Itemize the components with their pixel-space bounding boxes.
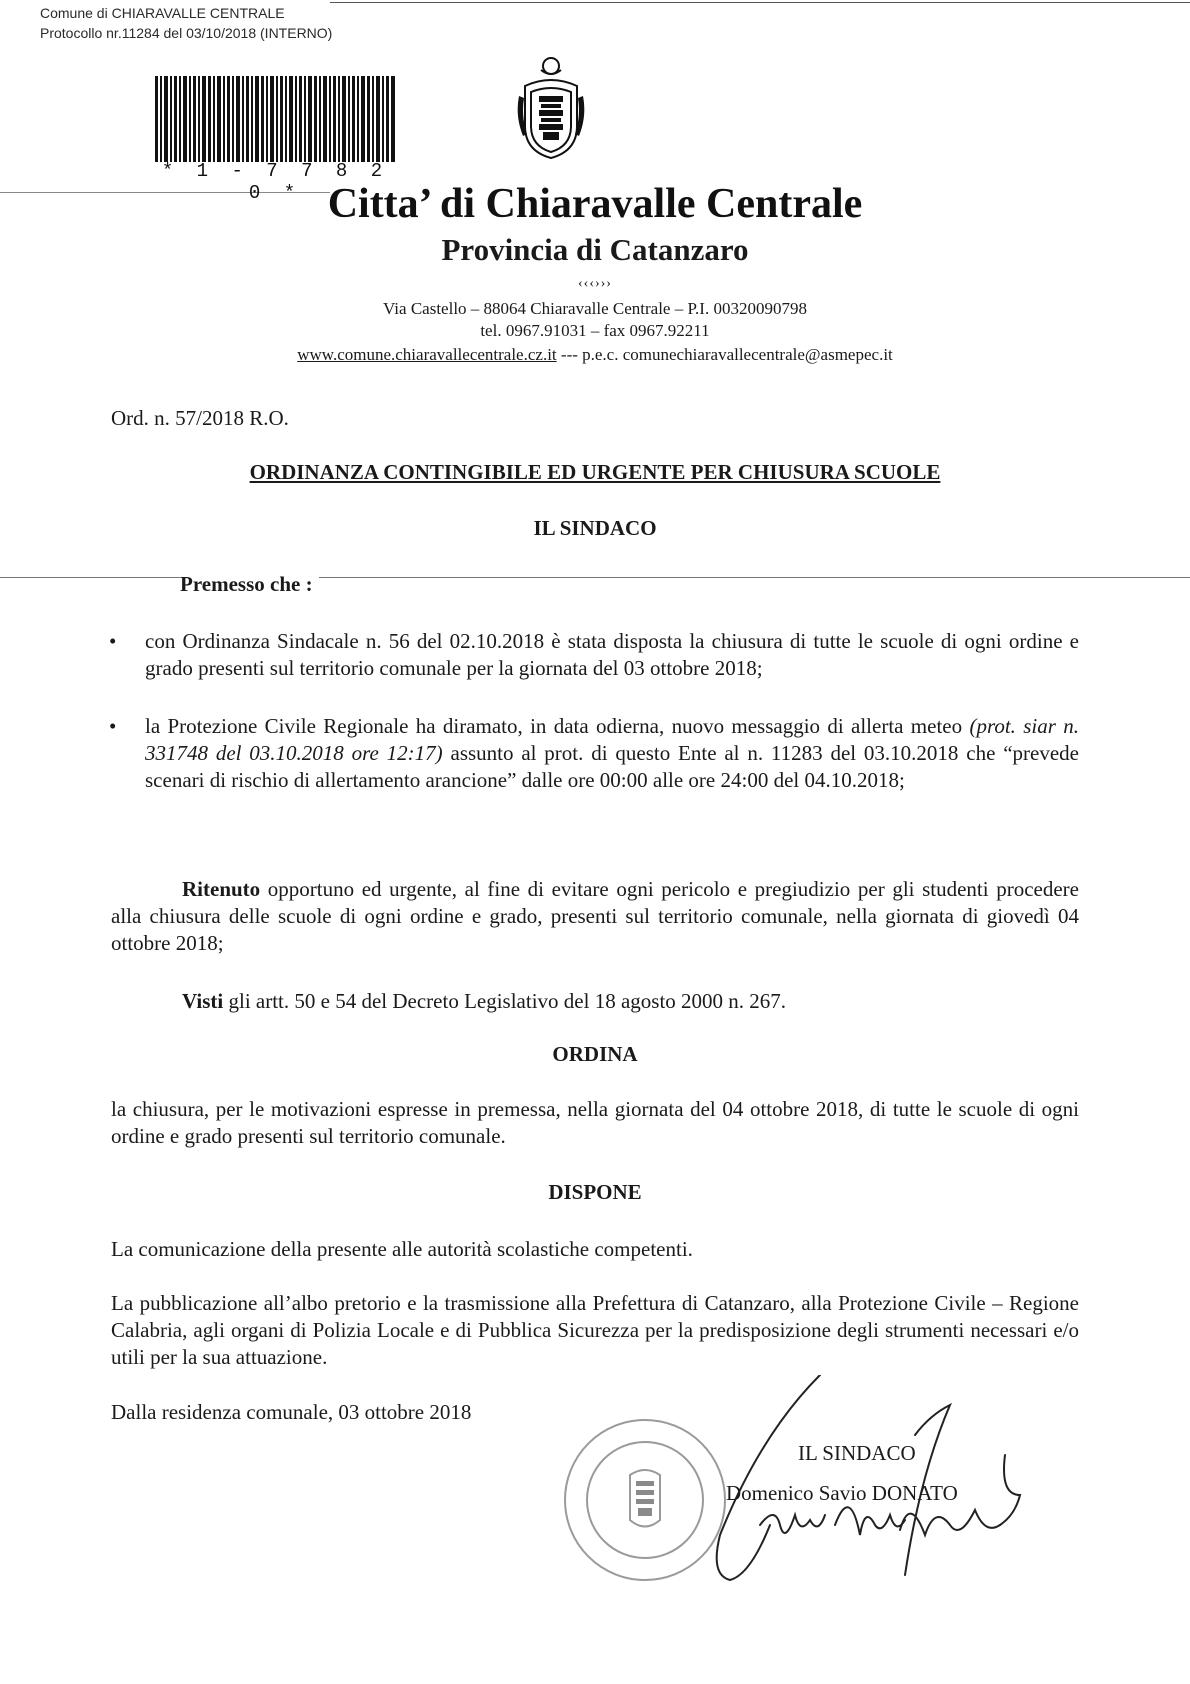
order-number: Ord. n. 57/2018 R.O. xyxy=(111,406,289,430)
barcode-number: * 1 - 7 7 8 2 0 * xyxy=(161,160,389,204)
phone-line: tel. 0967.91031 – fax 0967.92211 xyxy=(480,321,710,340)
bullet-text-part: assunto al prot. di questo Ente al n. 11283 del 03.10.2018 che “prevede scenari di rischio di allertamento arancione” dalle ore 00:00 alle ore 24:00 del 04.10.2018; xyxy=(145,741,1080,792)
handwritten-signature-icon xyxy=(700,1375,1030,1585)
ritenuto-paragraph xyxy=(111,876,1079,957)
signature-name: Domenico Savio DONATO xyxy=(726,1481,958,1505)
website-link[interactable]: www.comune.chiaravallecentrale.cz.it xyxy=(297,345,557,364)
protocol-line-1: Comune di CHIARAVALLE CENTRALE xyxy=(40,5,285,21)
protocol-line-2: Protocollo nr.11284 del 03/10/2018 (INTERNO) xyxy=(40,25,333,41)
bullet-text xyxy=(145,713,1079,794)
list-item xyxy=(109,713,1079,794)
visti-paragraph xyxy=(111,988,1079,1015)
protocol-stamp xyxy=(40,3,332,43)
dispone-heading: DISPONE xyxy=(548,1180,642,1204)
page-title: Citta’ di Chiaravalle Centrale xyxy=(327,181,863,227)
ritenuto-text: opportuno ed urgente, al fine di evitare ogni pericolo e pregiudizio per gli studenti procedere alla chiusura delle scuole di ogni ordine e grado, presenti sul territorio comunale, nella giornata di giovedì 04 ottobre 2018; xyxy=(111,877,1079,955)
issuer-heading: IL SINDACO xyxy=(533,516,657,540)
barcode-icon xyxy=(155,76,395,162)
dispone-paragraph-2: La pubblicazione all’albo pretorio e la trasmissione alla Prefettura di Catanzaro, alla Protezione Civile – Regione Calabria, agli organi di Polizia Locale e di Pubblica Sicurezza per la predisposizione degli strumenti necessari e/o utili per la sua attuazione. xyxy=(111,1291,1079,1369)
bullet-text: con Ordinanza Sindacale n. 56 del 02.10.2018 è stata disposta la chiusura di tutte le scuole di ogni ordine e grado presenti sul territorio comunale per la giornata del 03 ottobre 2018; xyxy=(145,629,1079,680)
section-rule xyxy=(0,577,1190,578)
visti-label: Visti xyxy=(182,989,224,1013)
signature-role: IL SINDACO xyxy=(798,1441,916,1465)
bullet-icon: • xyxy=(109,714,117,738)
closing-date: Dalla residenza comunale, 03 ottobre 2018 xyxy=(111,1400,472,1424)
pec-address: --- p.e.c. comunechiaravallecentrale@asmepec.it xyxy=(560,345,893,364)
address-line: Via Castello – 88064 Chiaravalle Centrale – P.I. 00320090798 xyxy=(383,299,807,318)
bullet-text-italic: (prot. siar n. 331748 del 03.10.2018 ore 12:17) xyxy=(145,714,1079,765)
contact-line xyxy=(0,344,1190,366)
premesso-heading: Premesso che : xyxy=(180,572,319,597)
ritenuto-label: Ritenuto xyxy=(182,877,261,901)
ordina-paragraph: la chiusura, per le motivazioni espresse in premessa, nella giornata del 04 ottobre 2018, di tutte le scuole di ogni ordine e grado presenti sul territorio comunale. xyxy=(111,1097,1079,1148)
document-title: ORDINANZA CONTINGIBILE ED URGENTE PER CHIUSURA SCUOLE xyxy=(249,460,941,484)
ornament-divider: ‹‹‹››› xyxy=(578,276,612,291)
bullet-icon: • xyxy=(109,629,117,653)
page-subtitle: Provincia di Catanzaro xyxy=(441,232,749,267)
visti-text: gli artt. 50 e 54 del Decreto Legislativo del 18 agosto 2000 n. 267. xyxy=(223,989,787,1013)
bullet-text-part: la Protezione Civile Regionale ha diramato, in data odierna, nuovo messaggio di allerta meteo xyxy=(145,714,970,738)
list-item xyxy=(109,628,1079,682)
ordina-heading: ORDINA xyxy=(552,1042,638,1066)
city-crest-icon xyxy=(515,56,587,161)
top-rule xyxy=(330,2,1190,3)
dispone-paragraph-1: La comunicazione della presente alle autorità scolastiche competenti. xyxy=(111,1237,693,1261)
